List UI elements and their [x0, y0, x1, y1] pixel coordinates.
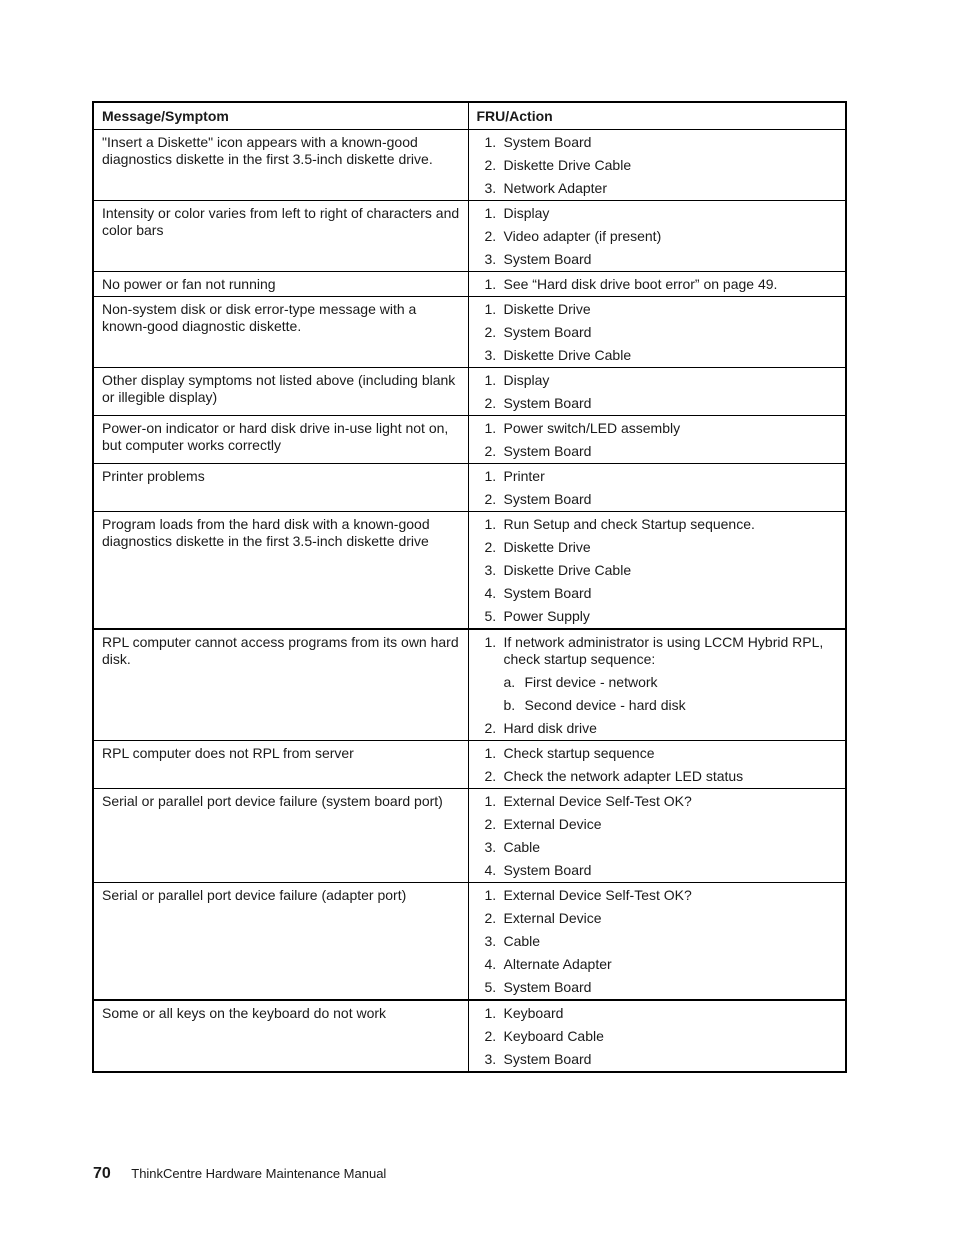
action-number: 1.	[484, 301, 497, 317]
action-item	[477, 491, 838, 508]
action-item	[477, 1005, 838, 1022]
action-list	[477, 1005, 838, 1068]
action-list	[477, 516, 838, 625]
action-number: 4.	[484, 585, 497, 601]
action-item	[477, 276, 838, 293]
symptom-cell: RPL computer does not RPL from server	[93, 741, 468, 789]
action-cell	[468, 297, 846, 368]
action-text: Cable	[503, 839, 541, 855]
action-item	[477, 180, 838, 197]
action-number: 2.	[484, 324, 497, 340]
action-item	[477, 468, 838, 485]
action-cell	[468, 368, 846, 416]
action-number: 1.	[484, 1005, 497, 1021]
action-item	[477, 205, 838, 222]
action-text: Diskette Drive	[503, 301, 591, 317]
action-number: 3.	[484, 839, 497, 855]
action-item	[477, 910, 838, 927]
table-row	[93, 464, 846, 512]
action-cell	[468, 629, 846, 741]
sub-action-marker: a.	[503, 674, 516, 690]
action-number: 1.	[484, 276, 497, 292]
table-row	[93, 297, 846, 368]
symptom-cell: Other display symptoms not listed above (including blank or illegible display)	[93, 368, 468, 416]
action-item	[477, 443, 838, 460]
action-list	[477, 468, 838, 508]
action-number: 2.	[484, 816, 497, 832]
action-text: System Board	[503, 251, 592, 267]
action-number: 4.	[484, 862, 497, 878]
action-number: 2.	[484, 395, 497, 411]
page-footer	[93, 1165, 386, 1183]
action-text: Video adapter (if present)	[503, 228, 662, 244]
action-list	[477, 276, 838, 293]
action-text: System Board	[503, 585, 592, 601]
action-cell	[468, 512, 846, 630]
action-cell	[468, 883, 846, 1001]
action-text: External Device Self-Test OK?	[503, 793, 692, 809]
action-item	[477, 956, 838, 973]
symptom-cell: Power-on indicator or hard disk drive in-use light not on, but computer works correctly	[93, 416, 468, 464]
header-fru-action: FRU/Action	[468, 102, 846, 130]
table-row	[93, 741, 846, 789]
action-item	[477, 862, 838, 879]
sub-action-marker: b.	[503, 697, 516, 713]
action-number: 4.	[484, 956, 497, 972]
symptom-cell: No power or fan not running	[93, 272, 468, 297]
action-list	[477, 372, 838, 412]
action-item	[477, 933, 838, 950]
action-item	[477, 347, 838, 364]
action-item	[477, 372, 838, 389]
action-text: Display	[503, 372, 550, 388]
table-row	[93, 130, 846, 201]
action-item	[477, 516, 838, 533]
action-item	[477, 634, 838, 714]
sub-action-text: First device - network	[524, 674, 658, 690]
action-number: 2.	[484, 228, 497, 244]
action-list	[477, 745, 838, 785]
action-text: System Board	[503, 979, 592, 995]
symptom-cell: "Insert a Diskette" icon appears with a known-good diagnostics diskette in the first 3.5-inch diskette drive.	[93, 130, 468, 201]
action-number: 3.	[484, 251, 497, 267]
action-number: 1.	[484, 205, 497, 221]
fru-table	[92, 101, 847, 1073]
action-item	[477, 228, 838, 245]
action-text: Check the network adapter LED status	[503, 768, 744, 784]
symptom-cell: Printer problems	[93, 464, 468, 512]
action-cell	[468, 130, 846, 201]
symptom-cell: Program loads from the hard disk with a known-good diagnostics diskette in the first 3.5-inch diskette drive	[93, 512, 468, 630]
action-text: Cable	[503, 933, 541, 949]
action-number: 3.	[484, 933, 497, 949]
action-text: System Board	[503, 324, 592, 340]
action-text: System Board	[503, 443, 592, 459]
action-item	[477, 839, 838, 856]
table-row	[93, 512, 846, 630]
action-text: Diskette Drive Cable	[503, 347, 632, 363]
table-row	[93, 789, 846, 883]
action-cell	[468, 272, 846, 297]
action-cell	[468, 789, 846, 883]
table-row	[93, 368, 846, 416]
action-list	[477, 634, 838, 737]
action-cell	[468, 416, 846, 464]
action-number: 2.	[484, 910, 497, 926]
action-item	[477, 768, 838, 785]
table-row	[93, 883, 846, 1001]
sub-action-item	[504, 697, 838, 714]
action-text: System Board	[503, 491, 592, 507]
action-text: Check startup sequence	[503, 745, 655, 761]
action-item	[477, 720, 838, 737]
action-text: Network Adapter	[503, 180, 607, 196]
action-number: 1.	[484, 420, 497, 436]
action-item	[477, 793, 838, 810]
table-row	[93, 201, 846, 272]
action-list	[477, 420, 838, 460]
page-number: 70	[93, 1165, 111, 1182]
action-item	[477, 979, 838, 996]
header-message-symptom: Message/Symptom	[93, 102, 468, 130]
action-item	[477, 251, 838, 268]
action-item	[477, 539, 838, 556]
symptom-cell: Some or all keys on the keyboard do not work	[93, 1000, 468, 1072]
sub-action-list	[504, 674, 838, 714]
action-item	[477, 1051, 838, 1068]
sub-action-text: Second device - hard disk	[524, 697, 686, 713]
action-number: 3.	[484, 562, 497, 578]
action-number: 1.	[484, 887, 497, 903]
action-text: Keyboard	[503, 1005, 564, 1021]
symptom-cell: Serial or parallel port device failure (system board port)	[93, 789, 468, 883]
action-number: 2.	[484, 491, 497, 507]
action-text: See “Hard disk drive boot error” on page 49.	[503, 276, 778, 292]
action-text: Printer	[503, 468, 545, 484]
action-number: 1.	[484, 793, 497, 809]
action-text: Diskette Drive Cable	[503, 157, 632, 173]
action-text: External Device	[503, 816, 602, 832]
action-item	[477, 420, 838, 437]
action-number: 3.	[484, 180, 497, 196]
document-title: ThinkCentre Hardware Maintenance Manual	[131, 1166, 387, 1181]
action-number: 5.	[484, 608, 497, 624]
action-number: 1.	[484, 468, 497, 484]
action-text: External Device Self-Test OK?	[503, 887, 692, 903]
symptom-cell: RPL computer cannot access programs from its own hard disk.	[93, 629, 468, 741]
action-text: Power switch/LED assembly	[503, 420, 681, 436]
symptom-cell: Non-system disk or disk error-type message with a known-good diagnostic diskette.	[93, 297, 468, 368]
action-item	[477, 585, 838, 602]
table-header-row	[93, 102, 846, 130]
action-item	[477, 1028, 838, 1045]
action-item	[477, 562, 838, 579]
action-text: Alternate Adapter	[503, 956, 612, 972]
action-list	[477, 134, 838, 197]
table-row	[93, 416, 846, 464]
table-body	[93, 130, 846, 1073]
action-text: Hard disk drive	[503, 720, 597, 736]
action-cell	[468, 464, 846, 512]
action-number: 3.	[484, 347, 497, 363]
action-text: Keyboard Cable	[503, 1028, 604, 1044]
action-number: 2.	[484, 768, 497, 784]
action-number: 2.	[484, 157, 497, 173]
action-number: 2.	[484, 1028, 497, 1044]
action-text: Display	[503, 205, 550, 221]
action-number: 1.	[484, 745, 497, 761]
sub-action-item	[504, 674, 838, 691]
action-list	[477, 887, 838, 996]
action-text: System Board	[503, 395, 592, 411]
action-number: 1.	[484, 516, 497, 532]
action-item	[477, 157, 838, 174]
action-item	[477, 134, 838, 151]
action-number: 1.	[484, 634, 497, 650]
table-row	[93, 1000, 846, 1072]
table-row	[93, 272, 846, 297]
action-item	[477, 395, 838, 412]
action-text: System Board	[503, 1051, 592, 1067]
action-number: 1.	[484, 372, 497, 388]
symptom-cell: Serial or parallel port device failure (adapter port)	[93, 883, 468, 1001]
table-row	[93, 629, 846, 741]
action-text: Run Setup and check Startup sequence.	[503, 516, 755, 532]
action-number: 2.	[484, 443, 497, 459]
action-text: Diskette Drive Cable	[503, 562, 632, 578]
action-text: Diskette Drive	[503, 539, 591, 555]
action-number: 1.	[484, 134, 497, 150]
action-number: 3.	[484, 1051, 497, 1067]
action-list	[477, 301, 838, 364]
action-item	[477, 745, 838, 762]
action-list	[477, 793, 838, 879]
action-cell	[468, 201, 846, 272]
action-text: If network administrator is using LCCM Hybrid RPL, check startup sequence:	[503, 634, 824, 667]
action-text: External Device	[503, 910, 602, 926]
action-number: 2.	[484, 539, 497, 555]
action-cell	[468, 741, 846, 789]
action-text: Power Supply	[503, 608, 590, 624]
action-cell	[468, 1000, 846, 1072]
action-text: System Board	[503, 134, 592, 150]
action-item	[477, 301, 838, 318]
action-list	[477, 205, 838, 268]
action-item	[477, 887, 838, 904]
action-item	[477, 608, 838, 625]
symptom-cell: Intensity or color varies from left to right of characters and color bars	[93, 201, 468, 272]
action-item	[477, 324, 838, 341]
action-text: System Board	[503, 862, 592, 878]
action-number: 2.	[484, 720, 497, 736]
action-number: 5.	[484, 979, 497, 995]
action-item	[477, 816, 838, 833]
